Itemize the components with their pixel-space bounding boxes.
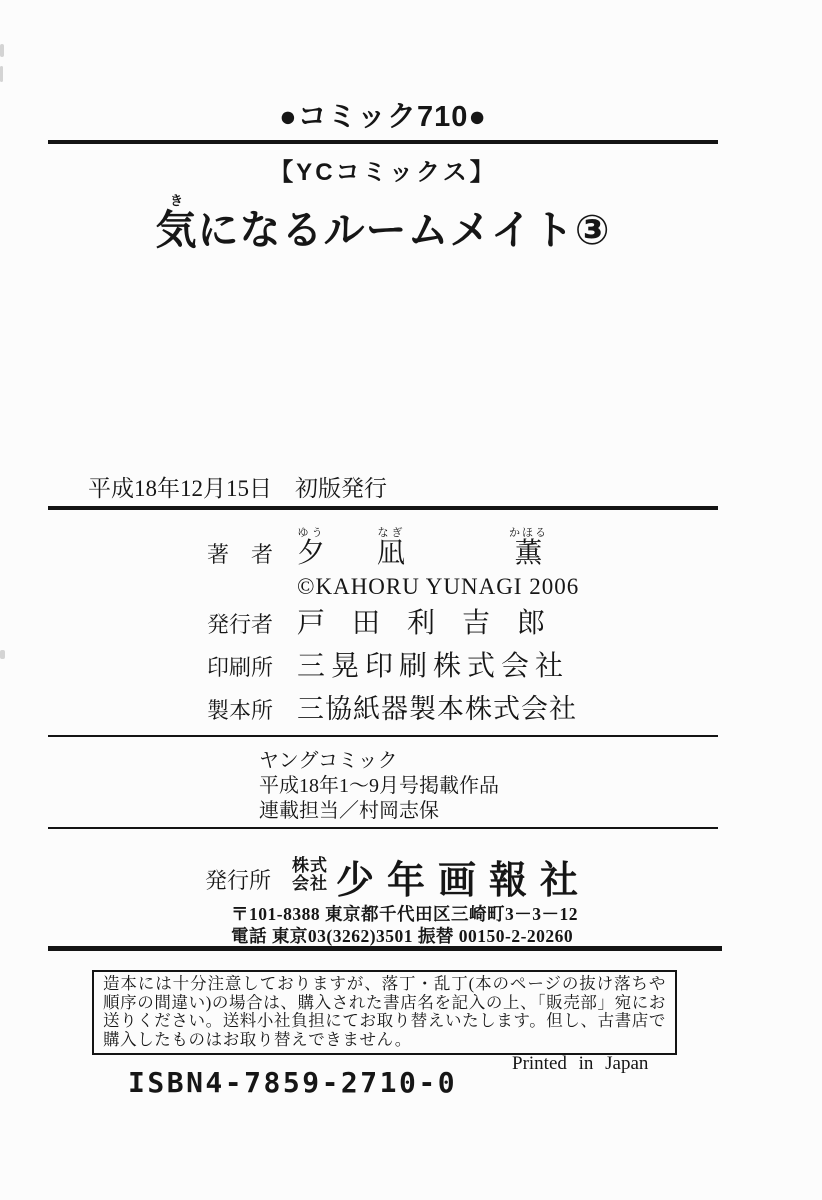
corporation-prefix-bottom: 会社 (292, 874, 328, 893)
credit-row-printer (207, 651, 569, 683)
credit-row-binder (207, 694, 577, 725)
scan-artifact (0, 650, 5, 659)
publisher-label: 発行所 (205, 868, 272, 893)
section-rule-3 (48, 827, 718, 829)
printer-label: 印刷所 (207, 655, 274, 680)
binder-label: 製本所 (207, 698, 274, 723)
series-mark: ●コミック710● (279, 101, 487, 133)
corporation-prefix (292, 857, 328, 893)
author-name-seg: 薫かほる (509, 527, 549, 569)
imprint-label: 【YCコミックス】 (269, 159, 497, 186)
section-rule-1 (48, 506, 718, 510)
credit-row-author (207, 527, 548, 570)
author-name-seg: 凪なぎ (377, 527, 406, 569)
copyright-line: ©KAHORU YUNAGI 2006 (297, 574, 580, 599)
scan-artifact (0, 66, 3, 82)
credit-row-publisher-person (207, 608, 572, 640)
section-rule-4 (48, 946, 722, 951)
publisher-name: 少年画報社 (336, 860, 592, 902)
isbn-number: ISBN4-7859-2710-0 (128, 1066, 458, 1099)
title-rest: になるルームメイト③ (197, 207, 611, 253)
publisher-phone: 電話 東京03(3262)3501 振替 00150-2-20260 (231, 926, 574, 946)
header-rule (48, 140, 718, 144)
author-label: 著 者 (207, 542, 274, 567)
publisher-person-name: 戸田利吉郎 (297, 608, 573, 639)
author-name-seg: 夕ゆう (297, 527, 326, 569)
binder-name: 三協紙器製本株式会社 (297, 694, 577, 724)
section-rule-2 (48, 735, 718, 737)
title-first-char: 気 (155, 207, 198, 253)
defect-notice-box: 造本には十分注意しておりますが、落丁・乱丁(本のページの抜け落ちや順序の間違い)の場合は、購入された書店名を記入の上、「販売部」宛にお送りください。送料小社負担にてお取り替えいたします。但し、古書店で購入したものはお取り替えできません。 (92, 970, 677, 1055)
scan-artifact (0, 44, 4, 57)
edition-date: 平成18年12月15日 初版発行 (88, 476, 387, 501)
serialization-editor: 連載担当／村岡志保 (259, 800, 439, 822)
publisher-address: 〒101-8388 東京都千代田区三崎町3－3－12 (231, 904, 578, 924)
book-title (48, 193, 718, 258)
serialization-block (259, 749, 499, 824)
publisher-person-label: 発行者 (207, 612, 274, 637)
magazine-name: ヤングコミック (259, 750, 398, 772)
title-furigana: き (155, 193, 198, 208)
corporation-prefix-top: 株式 (292, 856, 328, 875)
serialization-run: 平成18年1～9月号掲載作品 (259, 775, 499, 797)
title-first-char-ruby (155, 193, 198, 253)
printer-name: 三晃印刷株式会社 (297, 651, 570, 682)
printed-in-japan: Printed in Japan (512, 1053, 649, 1074)
